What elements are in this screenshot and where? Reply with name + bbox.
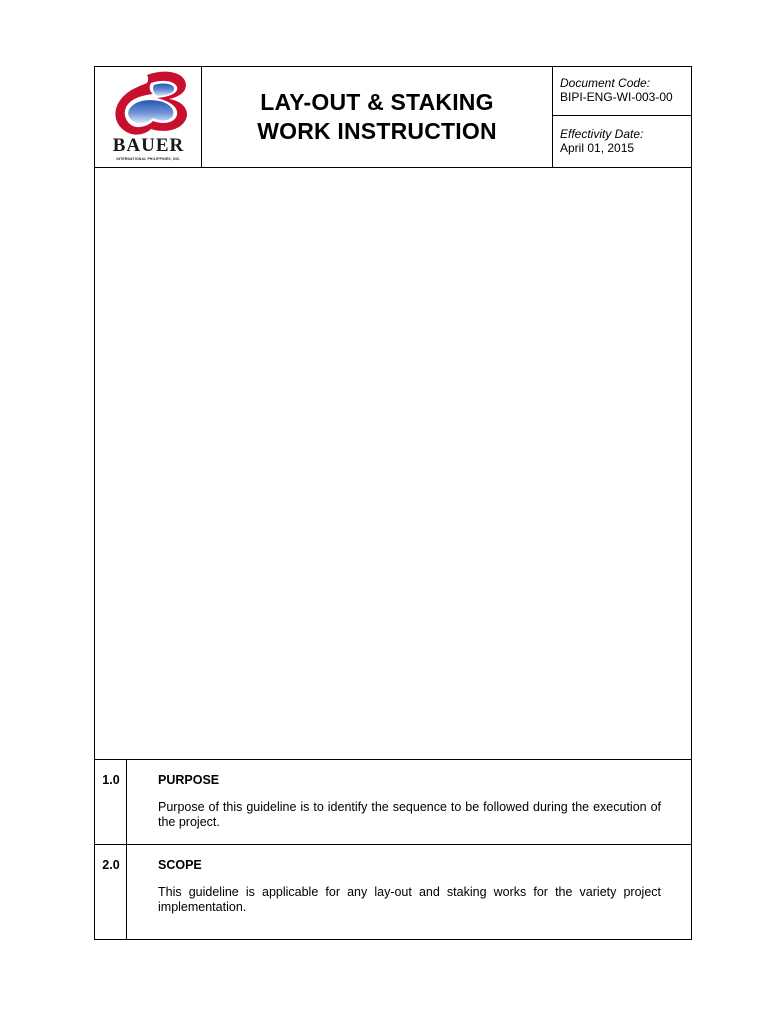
logo-name: BAUER xyxy=(112,135,185,156)
section-number: 1.0 xyxy=(102,773,120,787)
document-code-value: BIPI-ENG-WI-003-00 xyxy=(560,90,673,104)
document-code-label: Document Code: xyxy=(560,76,651,90)
document-frame xyxy=(94,66,692,940)
section-purpose xyxy=(95,759,692,844)
logo-subtitle: INTERNATIONAL PHILIPPINES, INC. xyxy=(116,157,181,161)
blank-content-area xyxy=(95,168,692,759)
section-number-column xyxy=(95,845,127,940)
effectivity-date-block xyxy=(553,116,692,167)
document-title-line2: WORK INSTRUCTION xyxy=(257,118,497,144)
effectivity-date-label: Effectivity Date: xyxy=(560,127,644,141)
title-cell xyxy=(202,67,553,167)
section-number: 2.0 xyxy=(102,858,120,872)
section-body: Purpose of this guideline is to identify the sequence to be followed during the execution of the project. xyxy=(158,800,661,829)
section-heading: SCOPE xyxy=(158,858,202,872)
logo-cell xyxy=(95,67,202,167)
section-body: This guideline is applicable for any lay-out and staking works for the variety project implementation. xyxy=(158,885,661,914)
document-title-line1: LAY-OUT & STAKING xyxy=(260,89,494,115)
section-heading: PURPOSE xyxy=(158,773,220,787)
section-scope xyxy=(95,844,692,940)
document-info-cell xyxy=(553,67,692,167)
effectivity-date-value: April 01, 2015 xyxy=(560,141,635,155)
document-code-block xyxy=(553,67,692,116)
bauer-logo-icon xyxy=(107,69,193,139)
section-number-column xyxy=(95,760,127,844)
